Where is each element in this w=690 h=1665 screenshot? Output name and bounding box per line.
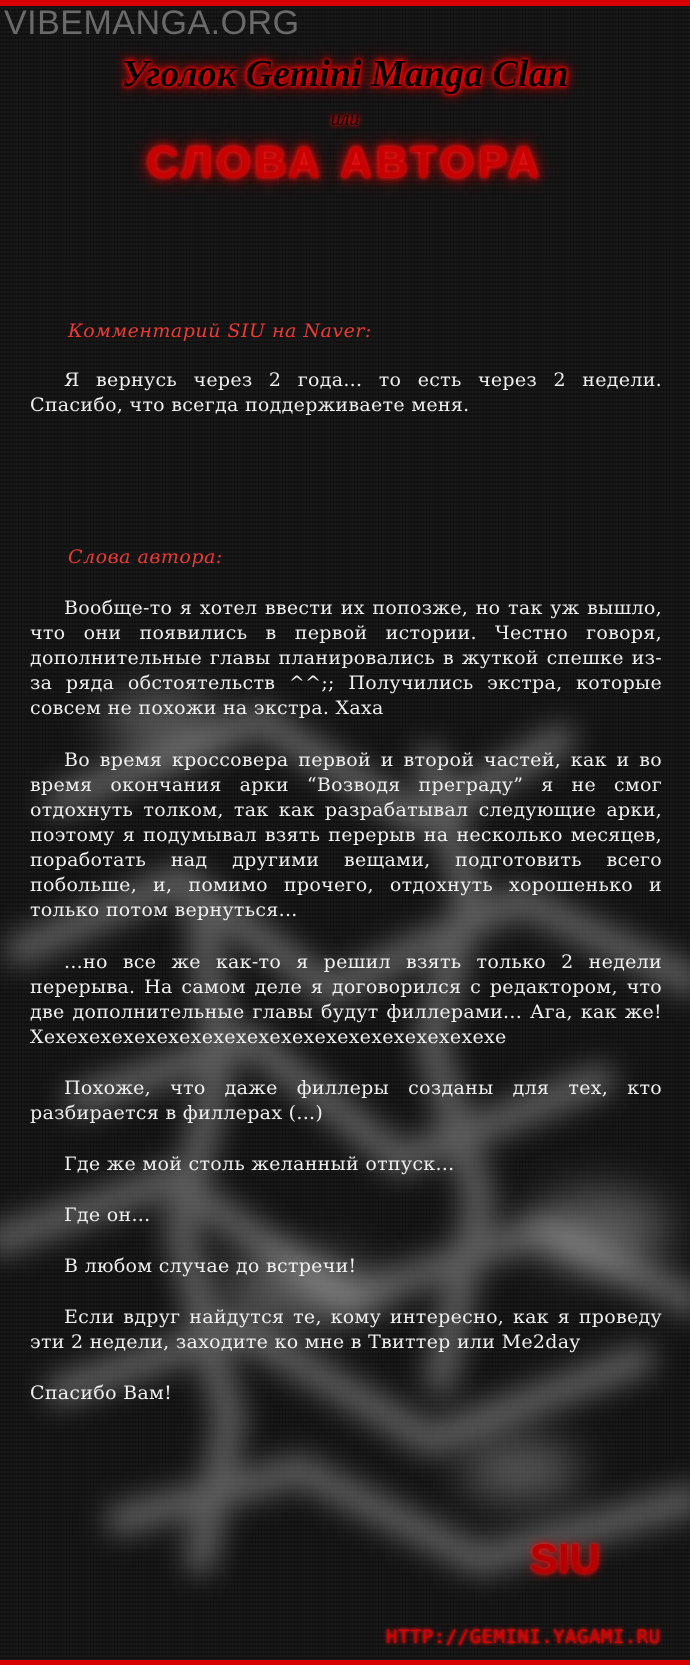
site-watermark: VIBEMANGA.ORG — [4, 4, 300, 42]
site-url-link[interactable]: HTTP://GEMINI.YAGAMI.RU — [386, 1626, 661, 1648]
siu-comment-text: Я вернусь через 2 года... то есть через 2 недели. Спасибо, что всегда поддерживаете меня. — [30, 369, 662, 416]
bottom-red-bar — [0, 1660, 690, 1665]
author-paragraph: Где же мой столь желанный отпуск... — [64, 1153, 455, 1175]
page-title: Уголок Gemini Manga Clan — [121, 53, 569, 95]
author-paragraph: В любом случае до встречи! — [64, 1255, 357, 1277]
author-words-heading: Слова автора: — [68, 546, 223, 568]
author-paragraph: Похоже, что даже филлеры созданы для тех, кто разбирается в филлерах (...) — [30, 1077, 662, 1124]
author-paragraph: Где он... — [64, 1204, 151, 1226]
author-paragraph: Во время кроссовера первой и второй частей, как и во время окончания арки “Возводя преграду” я не смог отдохнуть толком, так как разрабатывал следующие арки, поэтому я подумывал взять перерыв на несколько месяцев, поработать над другими вещами, подготовить всего побольше, и, помимо прочего, отдохнуть хорошенько и только потом вернуться... — [30, 749, 662, 921]
author-paragraph: ...но все же как-то я решил взять только 2 недели перерыва. На самом деле я договорился с редактором, что две дополнительные главы будут филлерами... Ага, как же! Хехехехехехехехехехехехехехехехехехехехехе — [30, 951, 662, 1048]
siu-comment-heading: Комментарий SIU на Naver: — [68, 320, 372, 342]
author-paragraph: Если вдруг найдутся те, кому интересно, как я проведу эти 2 недели, заходите ко мне в Твиттер или Me2day — [30, 1306, 662, 1353]
author-signature: SIU — [530, 1535, 601, 1582]
author-paragraph: Вообще-то я хотел ввести их попозже, но так уж вышло, что они появились в первой истории. Честно говоря, дополнительные главы планировались в жуткой спешке из-за ряда обстоятельств ^^;; Получились экстра, которые совсем не похожи на экстра. Хаха — [30, 597, 662, 719]
page-subtitle: СЛОВА АВТОРА — [146, 138, 544, 187]
title-connector: или — [330, 108, 360, 130]
closing-thanks: Спасибо Вам! — [30, 1382, 173, 1404]
